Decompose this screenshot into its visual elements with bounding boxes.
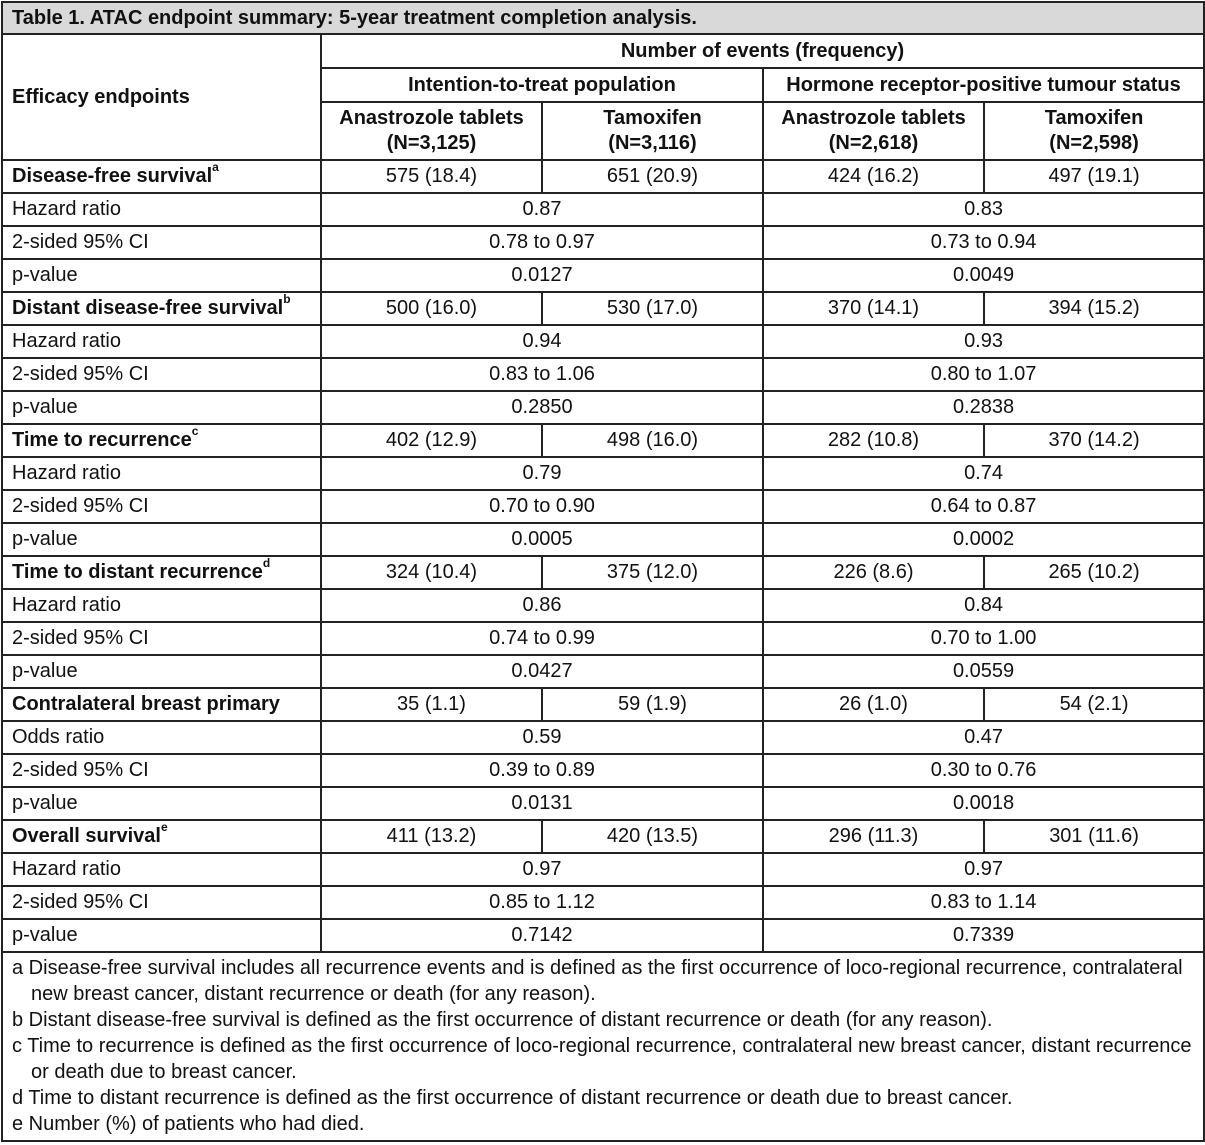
stat-label: Hazard ratio xyxy=(2,457,321,490)
table-body xyxy=(2,160,1204,952)
event-count-cell: 500 (16.0) xyxy=(321,292,542,325)
stat-row xyxy=(2,325,1204,358)
hr-positive-stat-value: 0.73 to 0.94 xyxy=(763,226,1204,259)
event-count-cell: 394 (15.2) xyxy=(984,292,1204,325)
stat-row xyxy=(2,358,1204,391)
event-count-cell: 282 (10.8) xyxy=(763,424,984,457)
endpoint-name-text: Time to distant recurrence xyxy=(12,561,263,583)
footnote: a Disease-free survival includes all recurrence events and is defined as the first occurrence of loco-regional recurrence, contralateral new breast cancer, distant recurrence or death (for any reason). xyxy=(12,957,1183,1005)
itt-stat-value: 0.70 to 0.90 xyxy=(321,490,763,523)
event-count-cell: 324 (10.4) xyxy=(321,556,542,589)
hr-positive-stat-value: 0.70 to 1.00 xyxy=(763,622,1204,655)
endpoint-name xyxy=(2,424,321,457)
event-count-cell: 265 (10.2) xyxy=(984,556,1204,589)
stat-label: Hazard ratio xyxy=(2,589,321,622)
event-count-cell: 411 (13.2) xyxy=(321,820,542,853)
stat-row xyxy=(2,853,1204,886)
stat-label: 2-sided 95% CI xyxy=(2,490,321,523)
group-drug-name: Tamoxifen xyxy=(603,107,702,129)
hr-positive-stat-value: 0.0002 xyxy=(763,523,1204,556)
endpoint-name xyxy=(2,556,321,589)
hr-positive-stat-value: 0.7339 xyxy=(763,919,1204,952)
itt-stat-value: 0.86 xyxy=(321,589,763,622)
endpoint-name-text: Disease-free survival xyxy=(12,165,213,187)
endpoint-name-text: Contralateral breast primary xyxy=(12,693,280,715)
itt-stat-value: 0.74 to 0.99 xyxy=(321,622,763,655)
itt-stat-value: 0.78 to 0.97 xyxy=(321,226,763,259)
event-count-cell: 59 (1.9) xyxy=(542,688,763,721)
event-count-cell: 375 (12.0) xyxy=(542,556,763,589)
stat-row xyxy=(2,490,1204,523)
stat-label: Hazard ratio xyxy=(2,325,321,358)
event-count-cell: 296 (11.3) xyxy=(763,820,984,853)
itt-stat-value: 0.0005 xyxy=(321,523,763,556)
event-count-cell: 370 (14.2) xyxy=(984,424,1204,457)
stat-row xyxy=(2,457,1204,490)
itt-stat-value: 0.87 xyxy=(321,193,763,226)
stat-label: 2-sided 95% CI xyxy=(2,622,321,655)
stat-row xyxy=(2,193,1204,226)
stat-row xyxy=(2,391,1204,424)
endpoint-name xyxy=(2,160,321,193)
stat-label: 2-sided 95% CI xyxy=(2,358,321,391)
endpoint-name-text: Distant disease-free survival xyxy=(12,297,284,319)
hr-positive-stat-value: 0.74 xyxy=(763,457,1204,490)
itt-stat-value: 0.79 xyxy=(321,457,763,490)
event-count-cell: 530 (17.0) xyxy=(542,292,763,325)
hr-positive-stat-value: 0.83 to 1.14 xyxy=(763,886,1204,919)
stat-label: p-value xyxy=(2,391,321,424)
group-header xyxy=(763,102,984,160)
footnotes-section xyxy=(2,952,1204,1141)
endpoint-name xyxy=(2,688,321,721)
hr-positive-stat-value: 0.83 xyxy=(763,193,1204,226)
event-count-cell: 370 (14.1) xyxy=(763,292,984,325)
footnote: c Time to recurrence is defined as the first occurrence of loco-regional recurrence, contralateral new breast cancer, distant recurrence or death due to breast cancer. xyxy=(12,1035,1192,1083)
endpoint-row xyxy=(2,424,1204,457)
table-container xyxy=(1,1,1203,1142)
stat-row xyxy=(2,523,1204,556)
footnote-marker: e xyxy=(160,820,168,835)
stat-label: Hazard ratio xyxy=(2,193,321,226)
group-sample-size: (N=3,125) xyxy=(386,132,477,154)
event-count-cell: 402 (12.9) xyxy=(321,424,542,457)
stat-label: p-value xyxy=(2,787,321,820)
table-caption: Table 1. ATAC endpoint summary: 5-year treatment completion analysis. xyxy=(2,2,1204,34)
hr-positive-stat-value: 0.30 to 0.76 xyxy=(763,754,1204,787)
event-count-cell: 35 (1.1) xyxy=(321,688,542,721)
hr-positive-stat-value: 0.93 xyxy=(763,325,1204,358)
itt-stat-value: 0.7142 xyxy=(321,919,763,952)
group-sample-size: (N=2,618) xyxy=(828,132,919,154)
itt-stat-value: 0.39 to 0.89 xyxy=(321,754,763,787)
group-header xyxy=(984,102,1204,160)
event-count-cell: 651 (20.9) xyxy=(542,160,763,193)
stat-label: 2-sided 95% CI xyxy=(2,886,321,919)
endpoint-row xyxy=(2,160,1204,193)
efficacy-endpoints-header: Efficacy endpoints xyxy=(2,34,321,160)
group-drug-name: Tamoxifen xyxy=(1044,107,1144,129)
event-count-cell: 498 (16.0) xyxy=(542,424,763,457)
hr-positive-stat-value: 0.84 xyxy=(763,589,1204,622)
endpoint-row xyxy=(2,292,1204,325)
footnote-marker: c xyxy=(191,424,199,439)
hr-positive-stat-value: 0.64 to 0.87 xyxy=(763,490,1204,523)
hr-positive-stat-value: 0.80 to 1.07 xyxy=(763,358,1204,391)
itt-stat-value: 0.97 xyxy=(321,853,763,886)
hormone-receptor-header: Hormone receptor-positive tumour status xyxy=(763,68,1204,102)
itt-stat-value: 0.94 xyxy=(321,325,763,358)
group-drug-name: Anastrozole tablets xyxy=(339,107,524,129)
itt-stat-value: 0.85 to 1.12 xyxy=(321,886,763,919)
stat-row xyxy=(2,886,1204,919)
stat-row xyxy=(2,259,1204,292)
stat-row xyxy=(2,721,1204,754)
hr-positive-stat-value: 0.97 xyxy=(763,853,1204,886)
event-count-cell: 497 (19.1) xyxy=(984,160,1204,193)
itt-stat-value: 0.2850 xyxy=(321,391,763,424)
stat-label: 2-sided 95% CI xyxy=(2,226,321,259)
stat-row xyxy=(2,622,1204,655)
footnote: e Number (%) of patients who had died. xyxy=(12,1113,365,1135)
group-sample-size: (N=3,116) xyxy=(608,132,697,154)
itt-population-header: Intention-to-treat population xyxy=(321,68,763,102)
endpoint-name xyxy=(2,292,321,325)
endpoint-row xyxy=(2,556,1204,589)
event-count-cell: 54 (2.1) xyxy=(984,688,1204,721)
hr-positive-stat-value: 0.2838 xyxy=(763,391,1204,424)
event-count-cell: 575 (18.4) xyxy=(321,160,542,193)
itt-stat-value: 0.0127 xyxy=(321,259,763,292)
stat-label: Hazard ratio xyxy=(2,853,321,886)
stat-label: Odds ratio xyxy=(2,721,321,754)
itt-stat-value: 0.83 to 1.06 xyxy=(321,358,763,391)
endpoint-row xyxy=(2,688,1204,721)
endpoint-name-text: Overall survival xyxy=(12,825,161,847)
itt-stat-value: 0.0427 xyxy=(321,655,763,688)
stat-label: 2-sided 95% CI xyxy=(2,754,321,787)
event-count-cell: 420 (13.5) xyxy=(542,820,763,853)
footnote-marker: a xyxy=(212,160,219,175)
group-header xyxy=(321,102,542,160)
stat-label: p-value xyxy=(2,919,321,952)
stat-row xyxy=(2,655,1204,688)
group-header xyxy=(542,102,763,160)
event-count-cell: 424 (16.2) xyxy=(763,160,984,193)
group-sample-size: (N=2,598) xyxy=(1049,132,1139,154)
number-of-events-header: Number of events (frequency) xyxy=(321,34,1204,68)
endpoint-name-text: Time to recurrence xyxy=(12,429,192,451)
stat-row xyxy=(2,787,1204,820)
footnote-marker: b xyxy=(283,292,291,307)
endpoint-name xyxy=(2,820,321,853)
event-count-cell: 226 (8.6) xyxy=(763,556,984,589)
event-count-cell: 26 (1.0) xyxy=(763,688,984,721)
stat-row xyxy=(2,754,1204,787)
hr-positive-stat-value: 0.0018 xyxy=(763,787,1204,820)
stat-row xyxy=(2,919,1204,952)
hr-positive-stat-value: 0.0049 xyxy=(763,259,1204,292)
stat-row xyxy=(2,226,1204,259)
stat-label: p-value xyxy=(2,259,321,292)
group-drug-name: Anastrozole tablets xyxy=(781,107,966,129)
stat-label: p-value xyxy=(2,523,321,556)
stat-label: p-value xyxy=(2,655,321,688)
footnote-marker: d xyxy=(262,556,271,571)
hr-positive-stat-value: 0.0559 xyxy=(763,655,1204,688)
footnotes-cell xyxy=(2,952,1204,1141)
itt-stat-value: 0.59 xyxy=(321,721,763,754)
stat-row xyxy=(2,589,1204,622)
footnote: b Distant disease-free survival is defined as the first occurrence of distant recurrence or death (for any reason). xyxy=(12,1009,993,1031)
endpoint-row xyxy=(2,820,1204,853)
endpoint-summary-table xyxy=(1,1,1205,1142)
itt-stat-value: 0.0131 xyxy=(321,787,763,820)
event-count-cell: 301 (11.6) xyxy=(984,820,1204,853)
footnote: d Time to distant recurrence is defined as the first occurrence of distant recurrence or death due to breast cancer. xyxy=(12,1087,1013,1109)
hr-positive-stat-value: 0.47 xyxy=(763,721,1204,754)
